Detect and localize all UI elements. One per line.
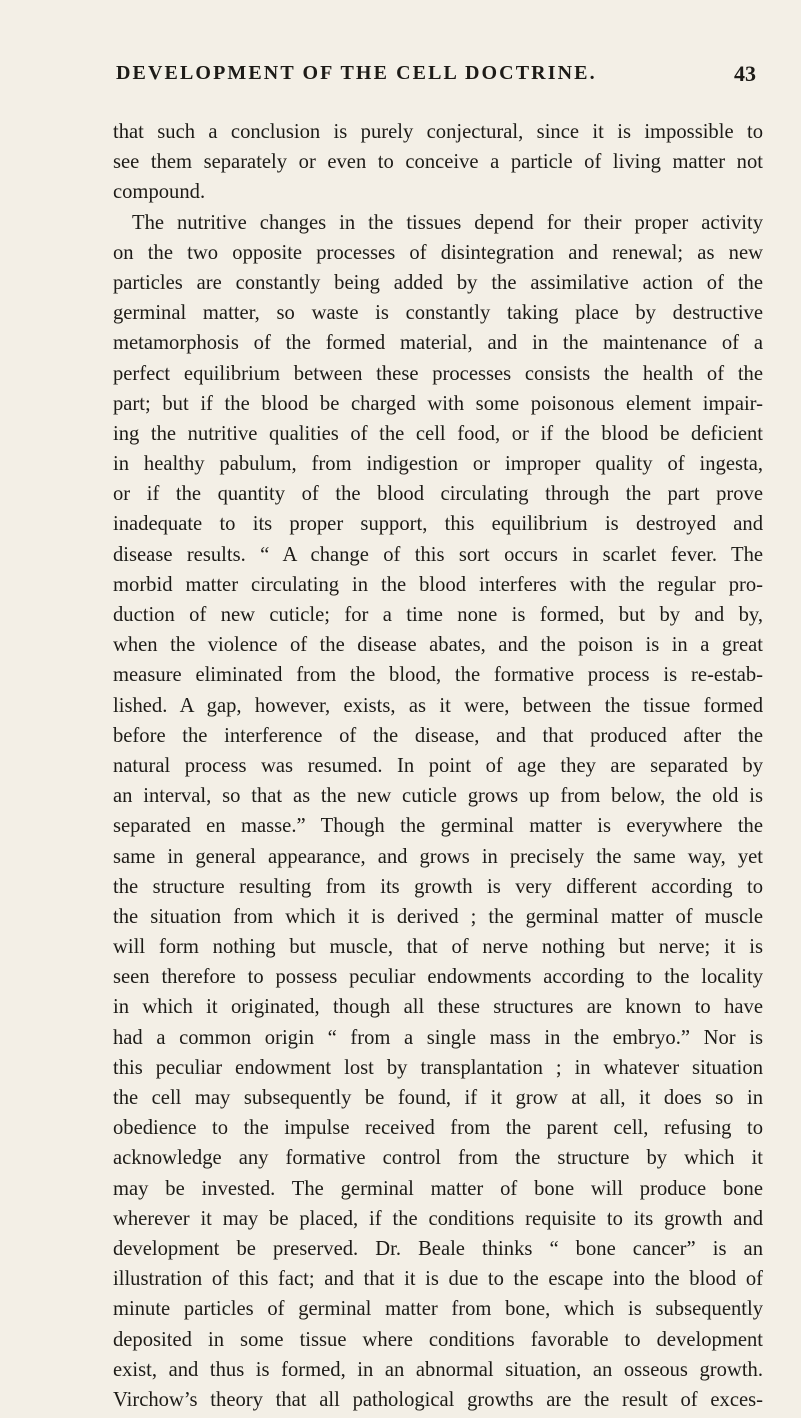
- text-line: or if the quantity of the blood circulating through the part prove: [113, 483, 763, 506]
- text-line: germinal matter, so waste is constantly taking place by destructive: [113, 302, 763, 325]
- text-line: compound.: [113, 181, 206, 204]
- text-line: will form nothing but muscle, that of nerve nothing but nerve; it is: [113, 936, 763, 959]
- text-line: the situation from which it is derived ; the germinal matter of muscle: [113, 905, 763, 928]
- text-line: may be invested. The germinal matter of bone will produce bone: [113, 1177, 763, 1200]
- body-text: [113, 117, 763, 1415]
- text-line: measure eliminated from the blood, the formative process is re-estab-: [113, 664, 763, 687]
- text-line: an interval, so that as the new cuticle grows up from below, the old is: [113, 785, 763, 808]
- running-title: DEVELOPMENT OF THE CELL DOCTRINE.: [116, 62, 597, 84]
- text-line: on the two opposite processes of disintegration and renewal; as new: [113, 241, 763, 264]
- text-line: the cell may subsequently be found, if it grow at all, it does so in: [113, 1087, 763, 1109]
- text-line: metamorphosis of the formed material, and in the maintenance of a: [113, 332, 763, 355]
- running-head: [116, 62, 756, 92]
- text-line: morbid matter circulating in the blood interferes with the regular pro-: [113, 573, 763, 596]
- text-line: perfect equilibrium between these processes consists the health of the: [113, 362, 763, 385]
- text-line: deposited in some tissue where conditions favorable to development: [113, 1328, 763, 1351]
- text-line: Virchow’s theory that all pathological growths are the result of exces-: [113, 1388, 763, 1411]
- text-line: when the violence of the disease abates, and the poison is in a great: [113, 634, 763, 657]
- text-line: seen therefore to possess peculiar endowments according to the locality: [113, 966, 763, 989]
- text-line: this peculiar endowment lost by transplantation ; in whatever situation: [113, 1056, 763, 1079]
- text-line: that such a conclusion is purely conjectural, since it is impossible to: [113, 121, 763, 143]
- text-line: particles are constantly being added by the assimilative action of the: [113, 271, 763, 294]
- text-line: in which it originated, though all these structures are known to have: [113, 996, 763, 1019]
- text-line: lished. A gap, however, exists, as it were, between the tissue formed: [113, 694, 763, 717]
- text-line: part; but if the blood be charged with some poisonous element impair-: [113, 392, 763, 415]
- text-line: wherever it may be placed, if the conditions requisite to its growth and: [113, 1207, 763, 1230]
- paragraph-start-line: The nutritive changes in the tissues depend for their proper activity: [132, 211, 763, 234]
- text-line: the structure resulting from its growth is very different according to: [113, 875, 763, 898]
- text-line: development be preserved. Dr. Beale thinks “ bone cancer” is an: [113, 1237, 763, 1260]
- text-line: disease results. “ A change of this sort occurs in scarlet fever. The: [113, 543, 763, 566]
- text-line: obedience to the impulse received from the parent cell, refusing to: [113, 1117, 763, 1140]
- text-line: illustration of this fact; and that it is due to the escape into the blood of: [113, 1268, 763, 1291]
- text-line: exist, and thus is formed, in an abnormal situation, an osseous growth.: [113, 1358, 763, 1381]
- text-line: see them separately or even to conceive a particle of living matter not: [113, 151, 763, 174]
- text-line: ing the nutritive qualities of the cell food, or if the blood be deficient: [113, 422, 763, 445]
- text-line: duction of new cuticle; for a time none is formed, but by and by,: [113, 604, 763, 626]
- text-line: same in general appearance, and grows in precisely the same way, yet: [113, 845, 763, 868]
- text-line: had a common origin “ from a single mass in the embryo.” Nor is: [113, 1026, 763, 1049]
- text-line: inadequate to its proper support, this equilibrium is destroyed and: [113, 513, 763, 536]
- text-line: separated en masse.” Though the germinal matter is everywhere the: [113, 815, 763, 838]
- text-line: before the interference of the disease, and that produced after the: [113, 724, 763, 747]
- text-line: minute particles of germinal matter from bone, which is subsequently: [113, 1298, 763, 1321]
- text-line: acknowledge any formative control from the structure by which it: [113, 1147, 763, 1170]
- text-line: natural process was resumed. In point of age they are separated by: [113, 754, 763, 777]
- page-number: 43: [734, 61, 756, 86]
- text-line: in healthy pabulum, from indigestion or improper quality of ingesta,: [113, 453, 763, 476]
